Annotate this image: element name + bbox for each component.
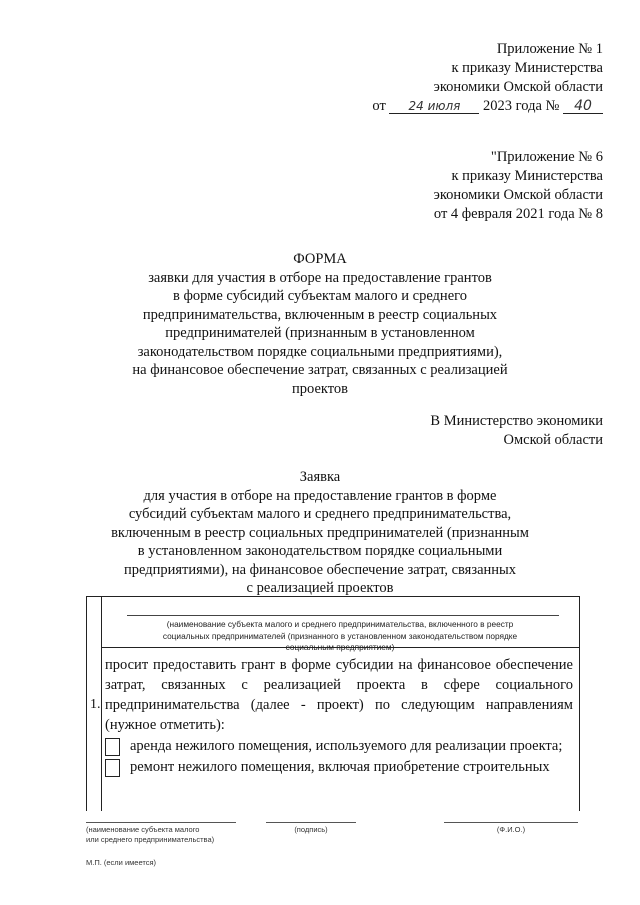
appendix-1-title: Приложение № 1 — [496, 41, 603, 57]
option-repair[interactable] — [105, 757, 573, 777]
fio-field[interactable] — [444, 822, 578, 835]
appendix-6-title: "Приложение № 6 — [490, 149, 603, 165]
addressee-line-1: В Министерство экономики — [430, 413, 603, 429]
stamp-note: М.П. (если имеется) — [86, 858, 157, 867]
request-text — [105, 655, 573, 777]
addressee-line-2: Омской области — [503, 431, 603, 448]
forma-line: проектов — [292, 380, 348, 397]
zayavka-line: для участия в отборе на предоставление грантов в форме — [143, 487, 497, 504]
option-repair-label: ремонт нежилого помещения, включая приобретение строительных — [130, 759, 550, 775]
zayavka-line: предприятиями), на финансовое обеспечение затрат, связанных — [123, 561, 517, 578]
zayavka-line: включенным в реестр социальных предпринимателей (признанным — [111, 524, 529, 541]
name-fill-line[interactable] — [127, 615, 559, 616]
application-table — [86, 596, 580, 811]
date-prefix: от — [372, 98, 386, 114]
forma-line: предпринимательства, включенным в реестр социальных — [142, 306, 498, 323]
appendix-1-date-line — [372, 97, 603, 116]
addressee-block — [430, 412, 603, 449]
forma-heading — [110, 250, 530, 398]
signature-field[interactable] — [266, 822, 356, 835]
appendix-6-line-3: экономики Омской области — [433, 187, 603, 203]
zayavka-line: в установленном законодательством порядке социальными — [137, 543, 503, 559]
appendix-6-line-2: к приказу Министерства — [451, 168, 603, 184]
caption-line: (наименование субъекта малого и среднего предпринимательства, включенного в реестр — [166, 619, 514, 629]
caption-line: социальных предпринимателей (признанного в установленном законодательством порядке — [162, 630, 518, 641]
appendix-1-block — [372, 40, 603, 116]
zayavka-heading — [100, 468, 540, 598]
handwritten-number: 40 — [563, 99, 603, 114]
forma-line: заявки для участия в отборе на предоставление грантов — [148, 269, 492, 286]
appendix-6-line-4: от 4 февраля 2021 года № 8 — [433, 206, 603, 222]
request-paragraph: просит предоставить грант в форме субсидии на финансовое обеспечение затрат, связанных с реализацией проекта в сфере социального предпринимательства (далее - проект) по следующим направлениям (нужное отметить): — [105, 657, 573, 733]
caption-line: социальным предприятием) — [285, 642, 395, 652]
fio-caption: (Ф.И.О.) — [496, 825, 526, 834]
forma-line: законодательством порядке социальными предприятиями), — [137, 343, 503, 360]
subject-caption-2: или среднего предпринимательства) — [86, 835, 215, 844]
row-number: 1. — [90, 697, 101, 712]
forma-line: в форме субсидий субъектам малого и среднего — [173, 288, 467, 304]
name-caption — [115, 619, 565, 654]
checkbox-repair[interactable] — [105, 759, 120, 777]
appendix-6-block — [434, 148, 603, 224]
subject-caption-1: (наименование субъекта малого — [86, 825, 200, 834]
forma-line: предпринимателей (признанным в установленном — [165, 325, 475, 341]
subject-name-field[interactable] — [86, 822, 236, 845]
zayavka-line: субсидий субъектам малого и среднего предпринимательства, — [128, 506, 512, 522]
option-rent-label: аренда нежилого помещения, используемого для реализации проекта; — [130, 738, 563, 754]
checkbox-rent[interactable] — [105, 738, 120, 756]
row-number-column — [87, 597, 102, 811]
row-divider — [102, 647, 579, 648]
handwritten-date: 24 июля — [389, 99, 479, 114]
forma-title: ФОРМА — [293, 251, 347, 267]
appendix-1-line-2: к приказу Министерства — [451, 60, 603, 76]
zayavka-line: с реализацией проектов — [246, 580, 394, 596]
option-rent[interactable] — [105, 736, 573, 756]
appendix-1-line-3: экономики Омской области — [433, 79, 603, 95]
forma-line: на финансовое обеспечение затрат, связанных с реализацией — [132, 362, 508, 378]
signature-footer — [86, 822, 578, 892]
zayavka-title: Заявка — [299, 469, 341, 485]
year-text: 2023 года № — [483, 98, 560, 114]
signature-caption: (подпись) — [294, 825, 328, 834]
